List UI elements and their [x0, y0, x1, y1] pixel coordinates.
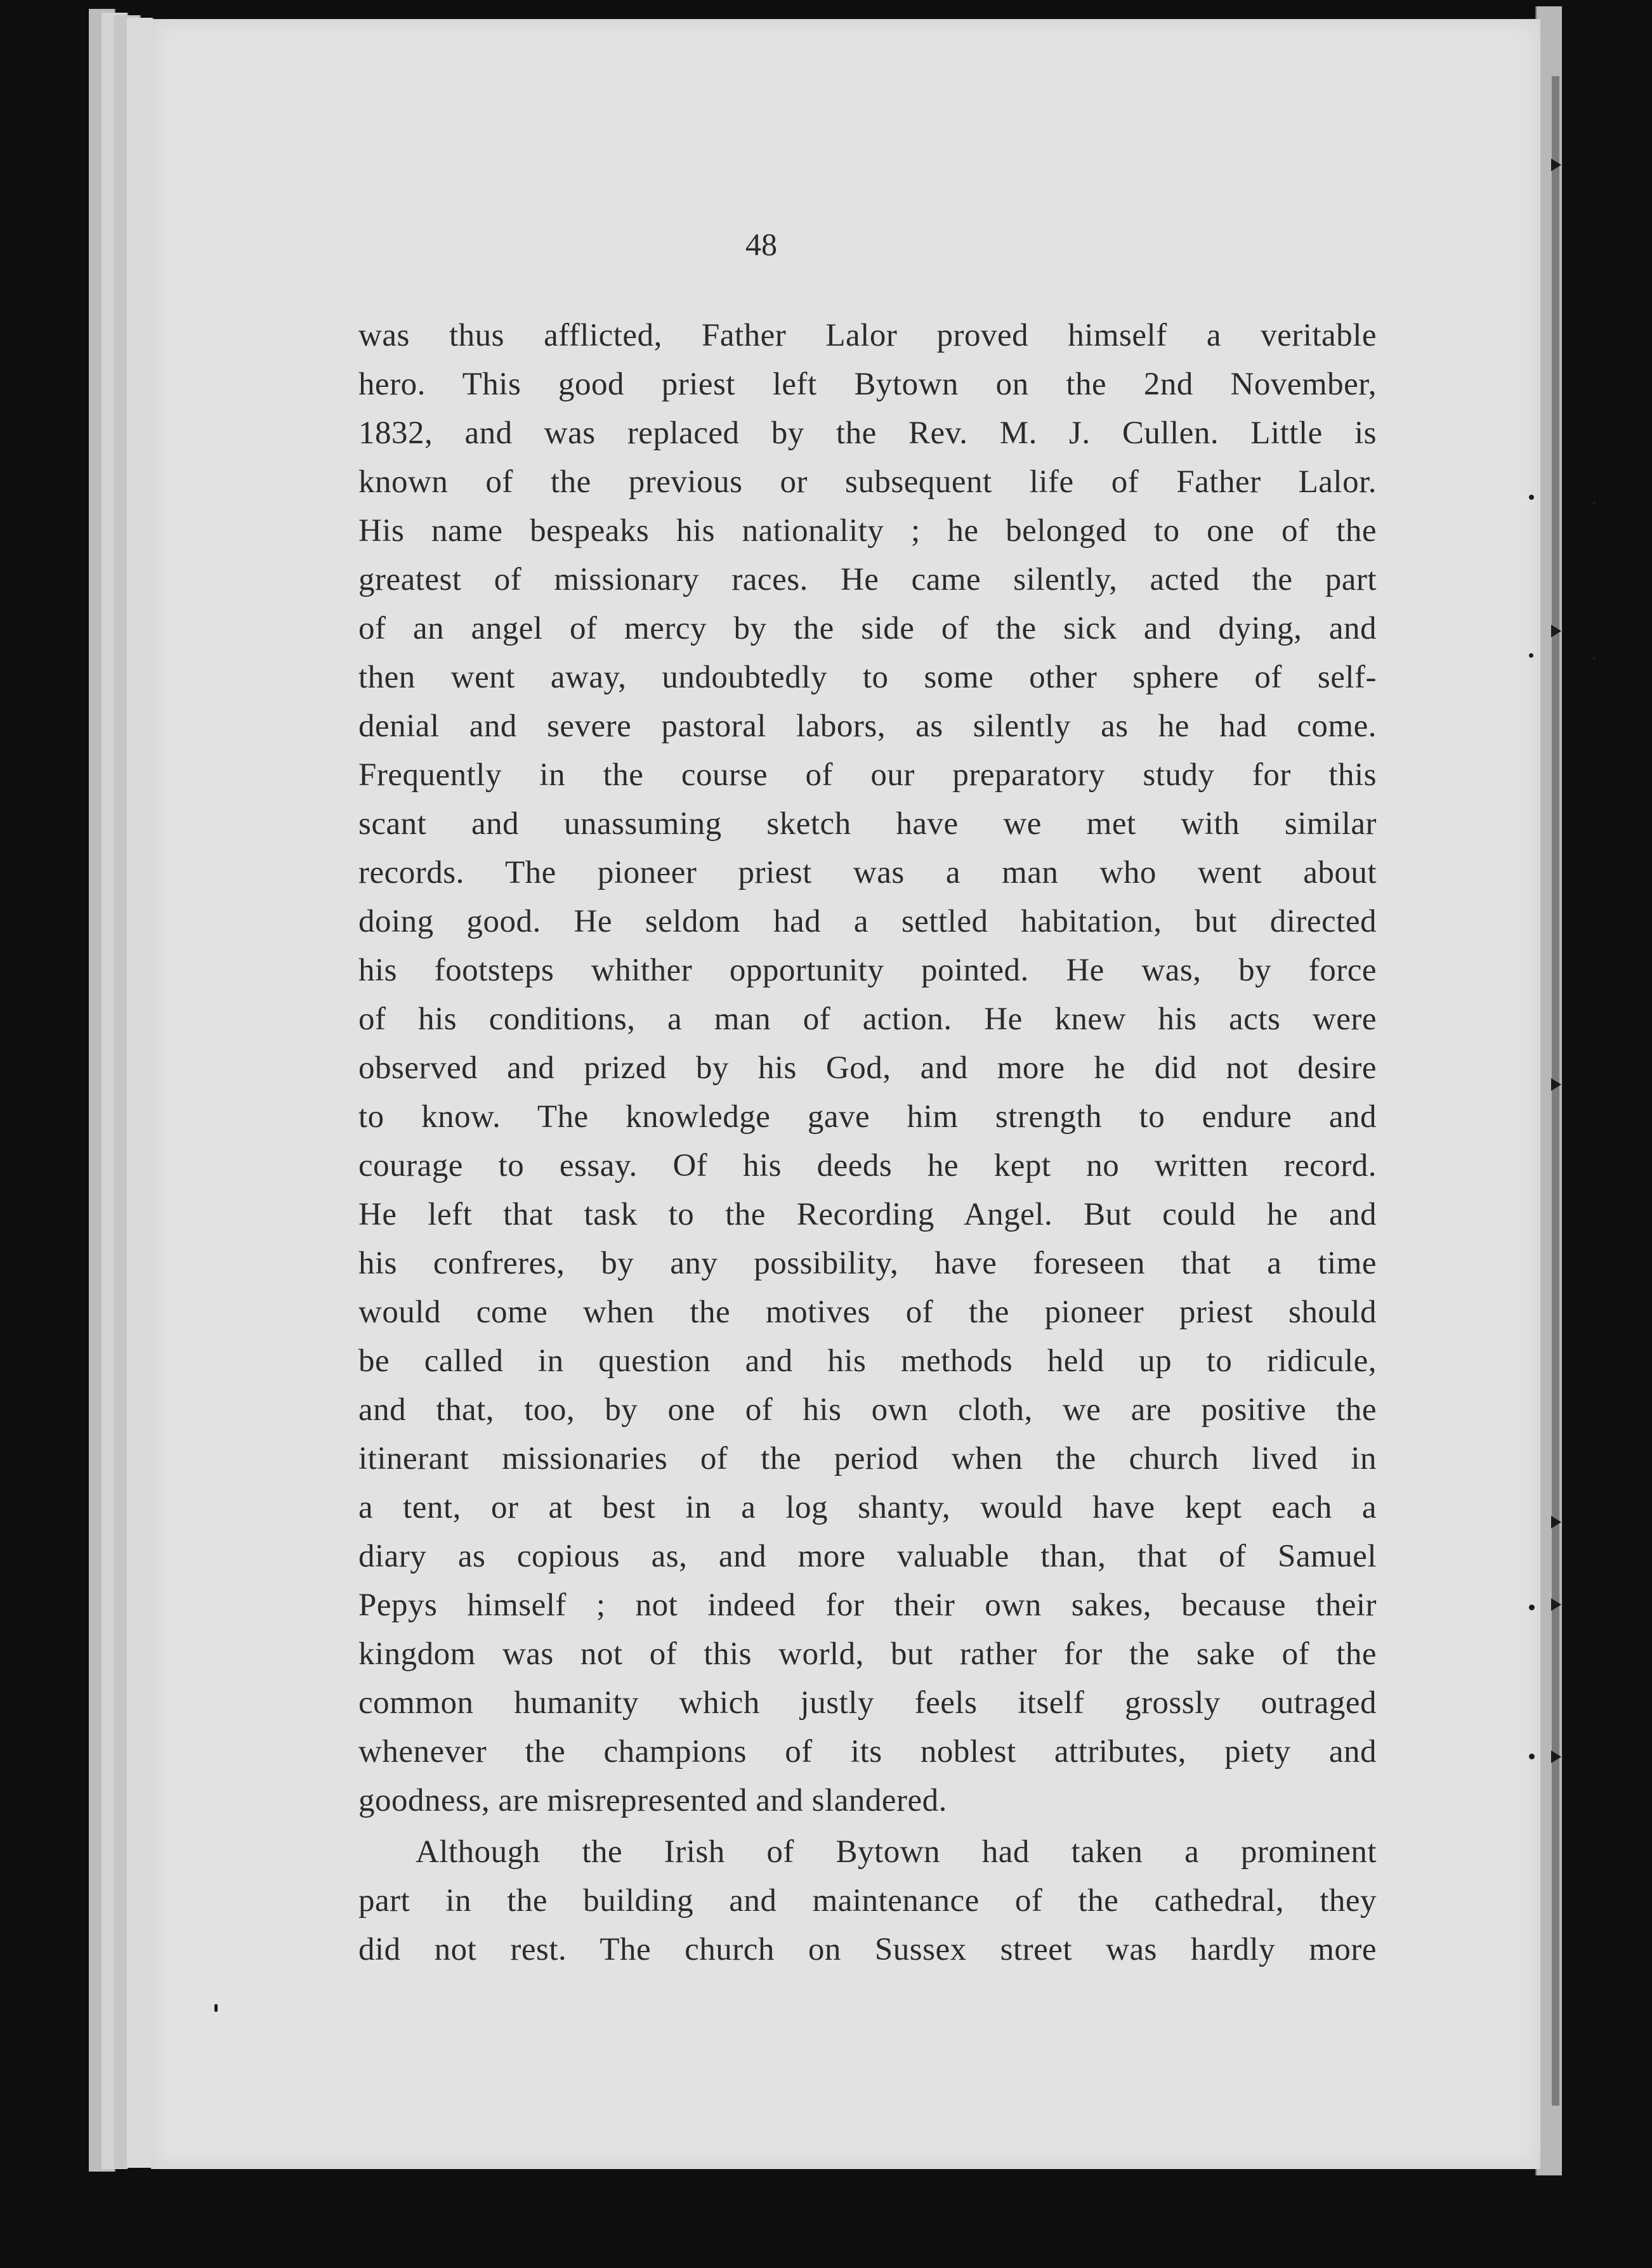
text-line: itinerant missionaries of the period when the church lived in [358, 1441, 1377, 1476]
text-line: observed and prized by his God, and more he did not desire [358, 1050, 1377, 1086]
speck [1529, 653, 1533, 658]
text-line: scant and unassuming sketch have we met with similar [358, 806, 1377, 842]
text-line: Pepys himself ; not indeed for their own sakes, because their [358, 1587, 1377, 1623]
text-line: His name bespeaks his nationality ; he belonged to one of the [358, 513, 1377, 549]
text-line: then went away, undoubtedly to some other sphere of self- [358, 660, 1377, 695]
text-line: of an angel of mercy by the side of the sick and dying, and [358, 611, 1377, 646]
speck [1592, 656, 1596, 660]
edge-mark [1551, 1516, 1561, 1528]
text-line: be called in question and his methods held up to ridicule, [358, 1343, 1377, 1379]
speck [1592, 501, 1596, 505]
edge-mark [1551, 625, 1561, 637]
speck [1529, 1754, 1535, 1759]
text-line: did not rest. The church on Sussex street was hardly more [358, 1932, 1377, 1967]
text-line: common humanity which justly feels itself grossly outraged [358, 1685, 1377, 1721]
text-line: hero. This good priest left Bytown on the 2nd November, [358, 367, 1377, 402]
text-line: of his conditions, a man of action. He knew his acts were [358, 1001, 1377, 1037]
text-line: denial and severe pastoral labors, as silently as he had come. [358, 708, 1377, 744]
text-line: part in the building and maintenance of the cathedral, they [358, 1883, 1377, 1919]
text-line: whenever the champions of its noblest attributes, piety and [358, 1734, 1377, 1769]
text-line: diary as copious as, and more valuable than, that of Samuel [358, 1539, 1377, 1574]
body-text [358, 311, 1377, 1974]
text-line: known of the previous or subsequent life of Father Lalor. [358, 464, 1377, 500]
text-line: records. The pioneer priest was a man who went about [358, 855, 1377, 890]
text-line: kingdom was not of this world, but rather for the sake of the [358, 1636, 1377, 1672]
text-line: and that, too, by one of his own cloth, we are positive the [358, 1392, 1377, 1428]
edge-mark [1551, 1750, 1561, 1763]
text-line: Frequently in the course of our preparatory study for this [358, 757, 1377, 793]
text-line: to know. The knowledge gave him strength to endure and [358, 1099, 1377, 1135]
text-line: would come when the motives of the pioneer priest should [358, 1294, 1377, 1330]
edge-mark [1551, 159, 1561, 171]
text-line: He left that task to the Recording Angel. But could he and [358, 1197, 1377, 1232]
speck [214, 2004, 218, 2012]
speck [1529, 1605, 1535, 1610]
speck [1529, 495, 1534, 500]
text-line: was thus afflicted, Father Lalor proved himself a veritable [358, 318, 1377, 353]
page-edge-shadow [1552, 76, 1559, 2106]
text-line: his footsteps whither opportunity pointed. He was, by force [358, 953, 1377, 988]
text-line: a tent, or at best in a log shanty, would have kept each a [358, 1490, 1377, 1525]
edge-mark [1551, 1078, 1561, 1091]
text-line: doing good. He seldom had a settled habitation, but directed [358, 904, 1377, 939]
text-line: Although the Irish of Bytown had taken a prominent [416, 1834, 1377, 1870]
edge-mark [1551, 1598, 1561, 1611]
text-line: courage to essay. Of his deeds he kept no written record. [358, 1148, 1377, 1183]
text-line: greatest of missionary races. He came silently, acted the part [358, 562, 1377, 597]
text-line: his confreres, by any possibility, have foreseen that a time [358, 1246, 1377, 1281]
page-edge [127, 18, 154, 2168]
text-line: 1832, and was replaced by the Rev. M. J. Cullen. Little is [358, 415, 1377, 451]
text-line: goodness, are misrepresented and slandered. [358, 1783, 947, 1818]
page-number: 48 [745, 226, 777, 262]
